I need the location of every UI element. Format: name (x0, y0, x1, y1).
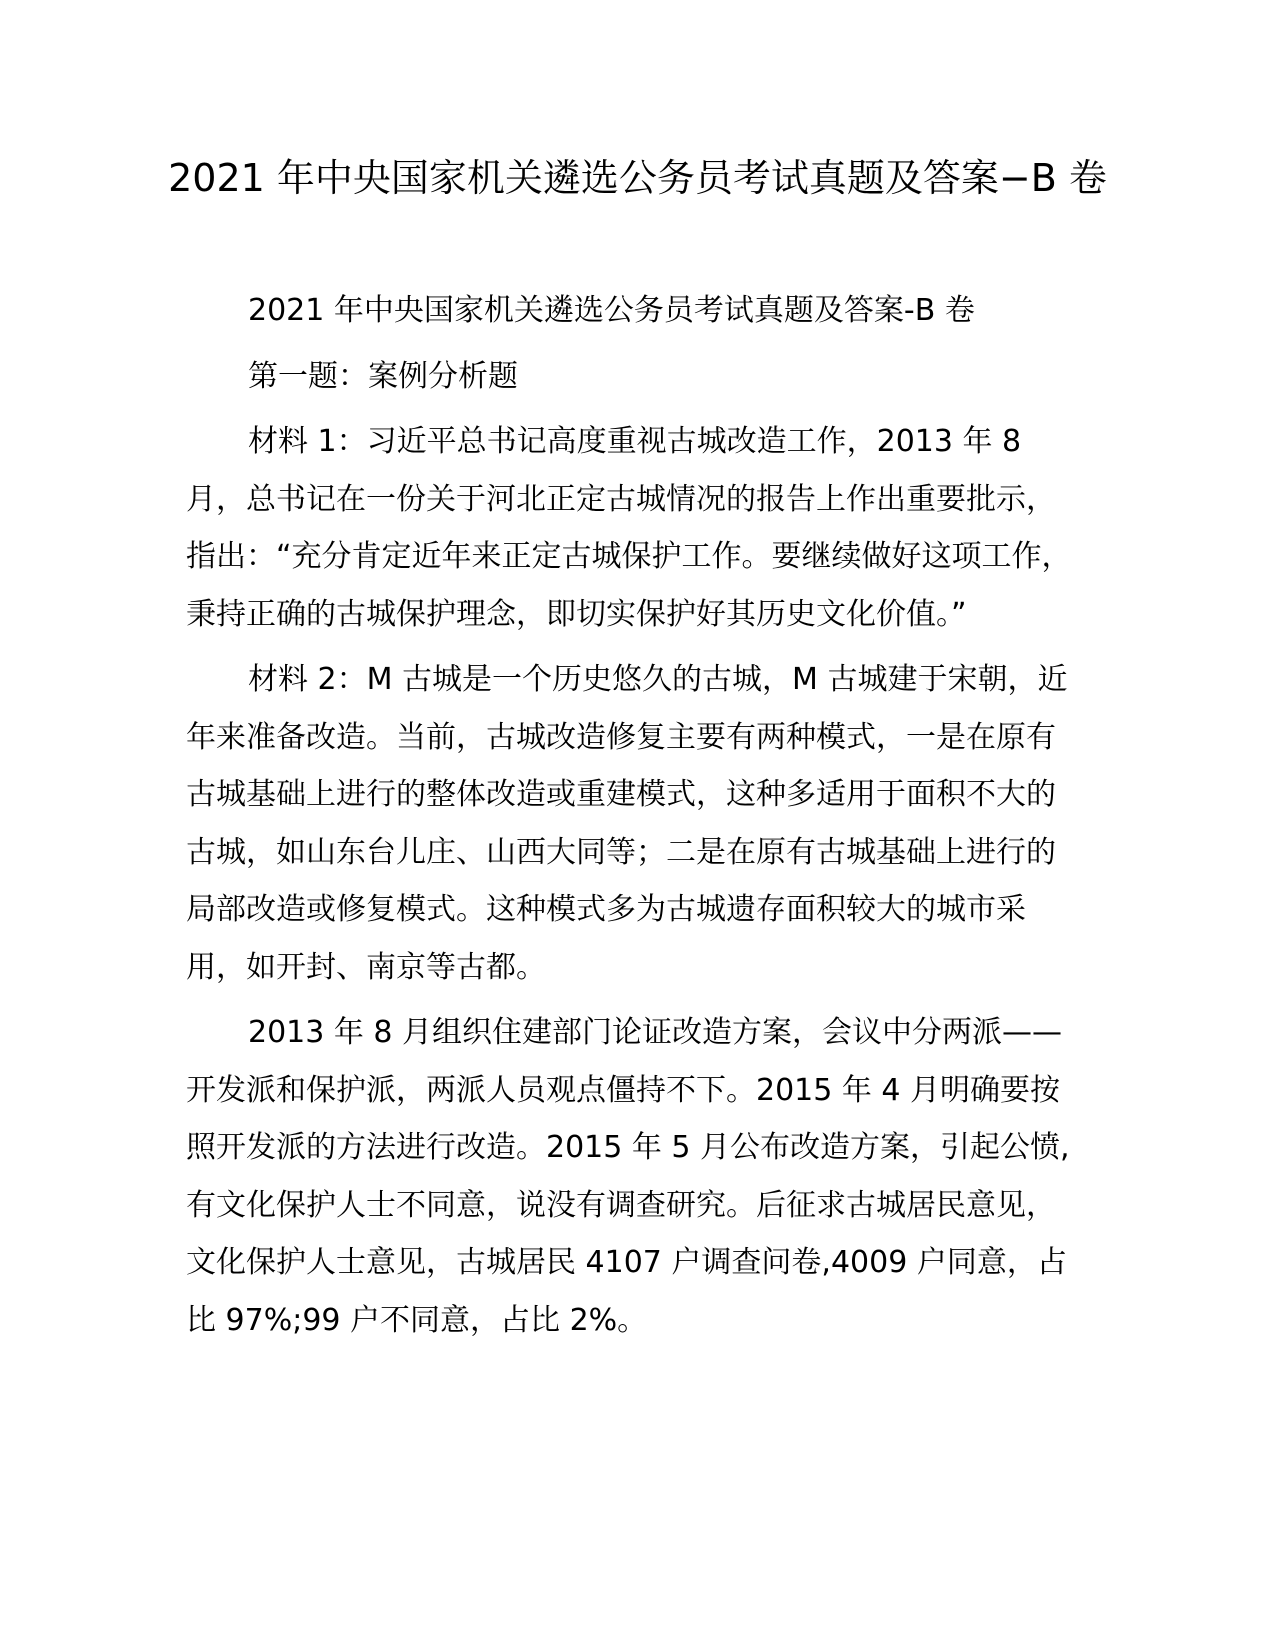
document-title: 2021 年中央国家机关遴选公务员考试真题及答案−B 卷 (168, 156, 1107, 200)
paragraph-question-heading: 第一题：案例分析题 (248, 358, 518, 394)
paragraph-timeline: 2013 年 8 月组织住建部门论证改造方案，会议中分两派——开发派和保护派，两派人员观点僵持不下。2015 年 4 月明确要按照开发派的方法进行改造。2015 年 5 月公布改造方案，引起公愤,有文化保护人士不同意，说没有调查研究。后征求古城居民意见，文化保护人士意见，古城居民 4107 户调查问卷,4009 户同意，占比 97%;99 户不同意，占比 2%。 (186, 1015, 1070, 1338)
paragraph-subtitle: 2021 年中央国家机关遴选公务员考试真题及答案-B 卷 (248, 293, 975, 328)
paragraph-material-1: 材料 1：习近平总书记高度重视古城改造工作，2013 年 8 月，总书记在一份关于河北正定古城情况的报告上作出重要批示，指出：“充分肯定近年来正定古城保护工作。要继续做好这项工作，秉持正确的古城保护理念，即切实保护好其历史文化价值。” (186, 424, 1072, 632)
paragraph-material-2: 材料 2：M 古城是一个历史悠久的古城，M 古城建于宋朝，近年来准备改造。当前，古城改造修复主要有两种模式，一是在原有古城基础上进行的整体改造或重建模式，这种多适用于面积不大的古城，如山东台儿庄、山西大同等；二是在原有古城基础上进行的局部改造或修复模式。这种模式多为古城遗存面积较大的城市采用，如开封、南京等古都。 (186, 662, 1068, 985)
document-body (186, 282, 1078, 1357)
